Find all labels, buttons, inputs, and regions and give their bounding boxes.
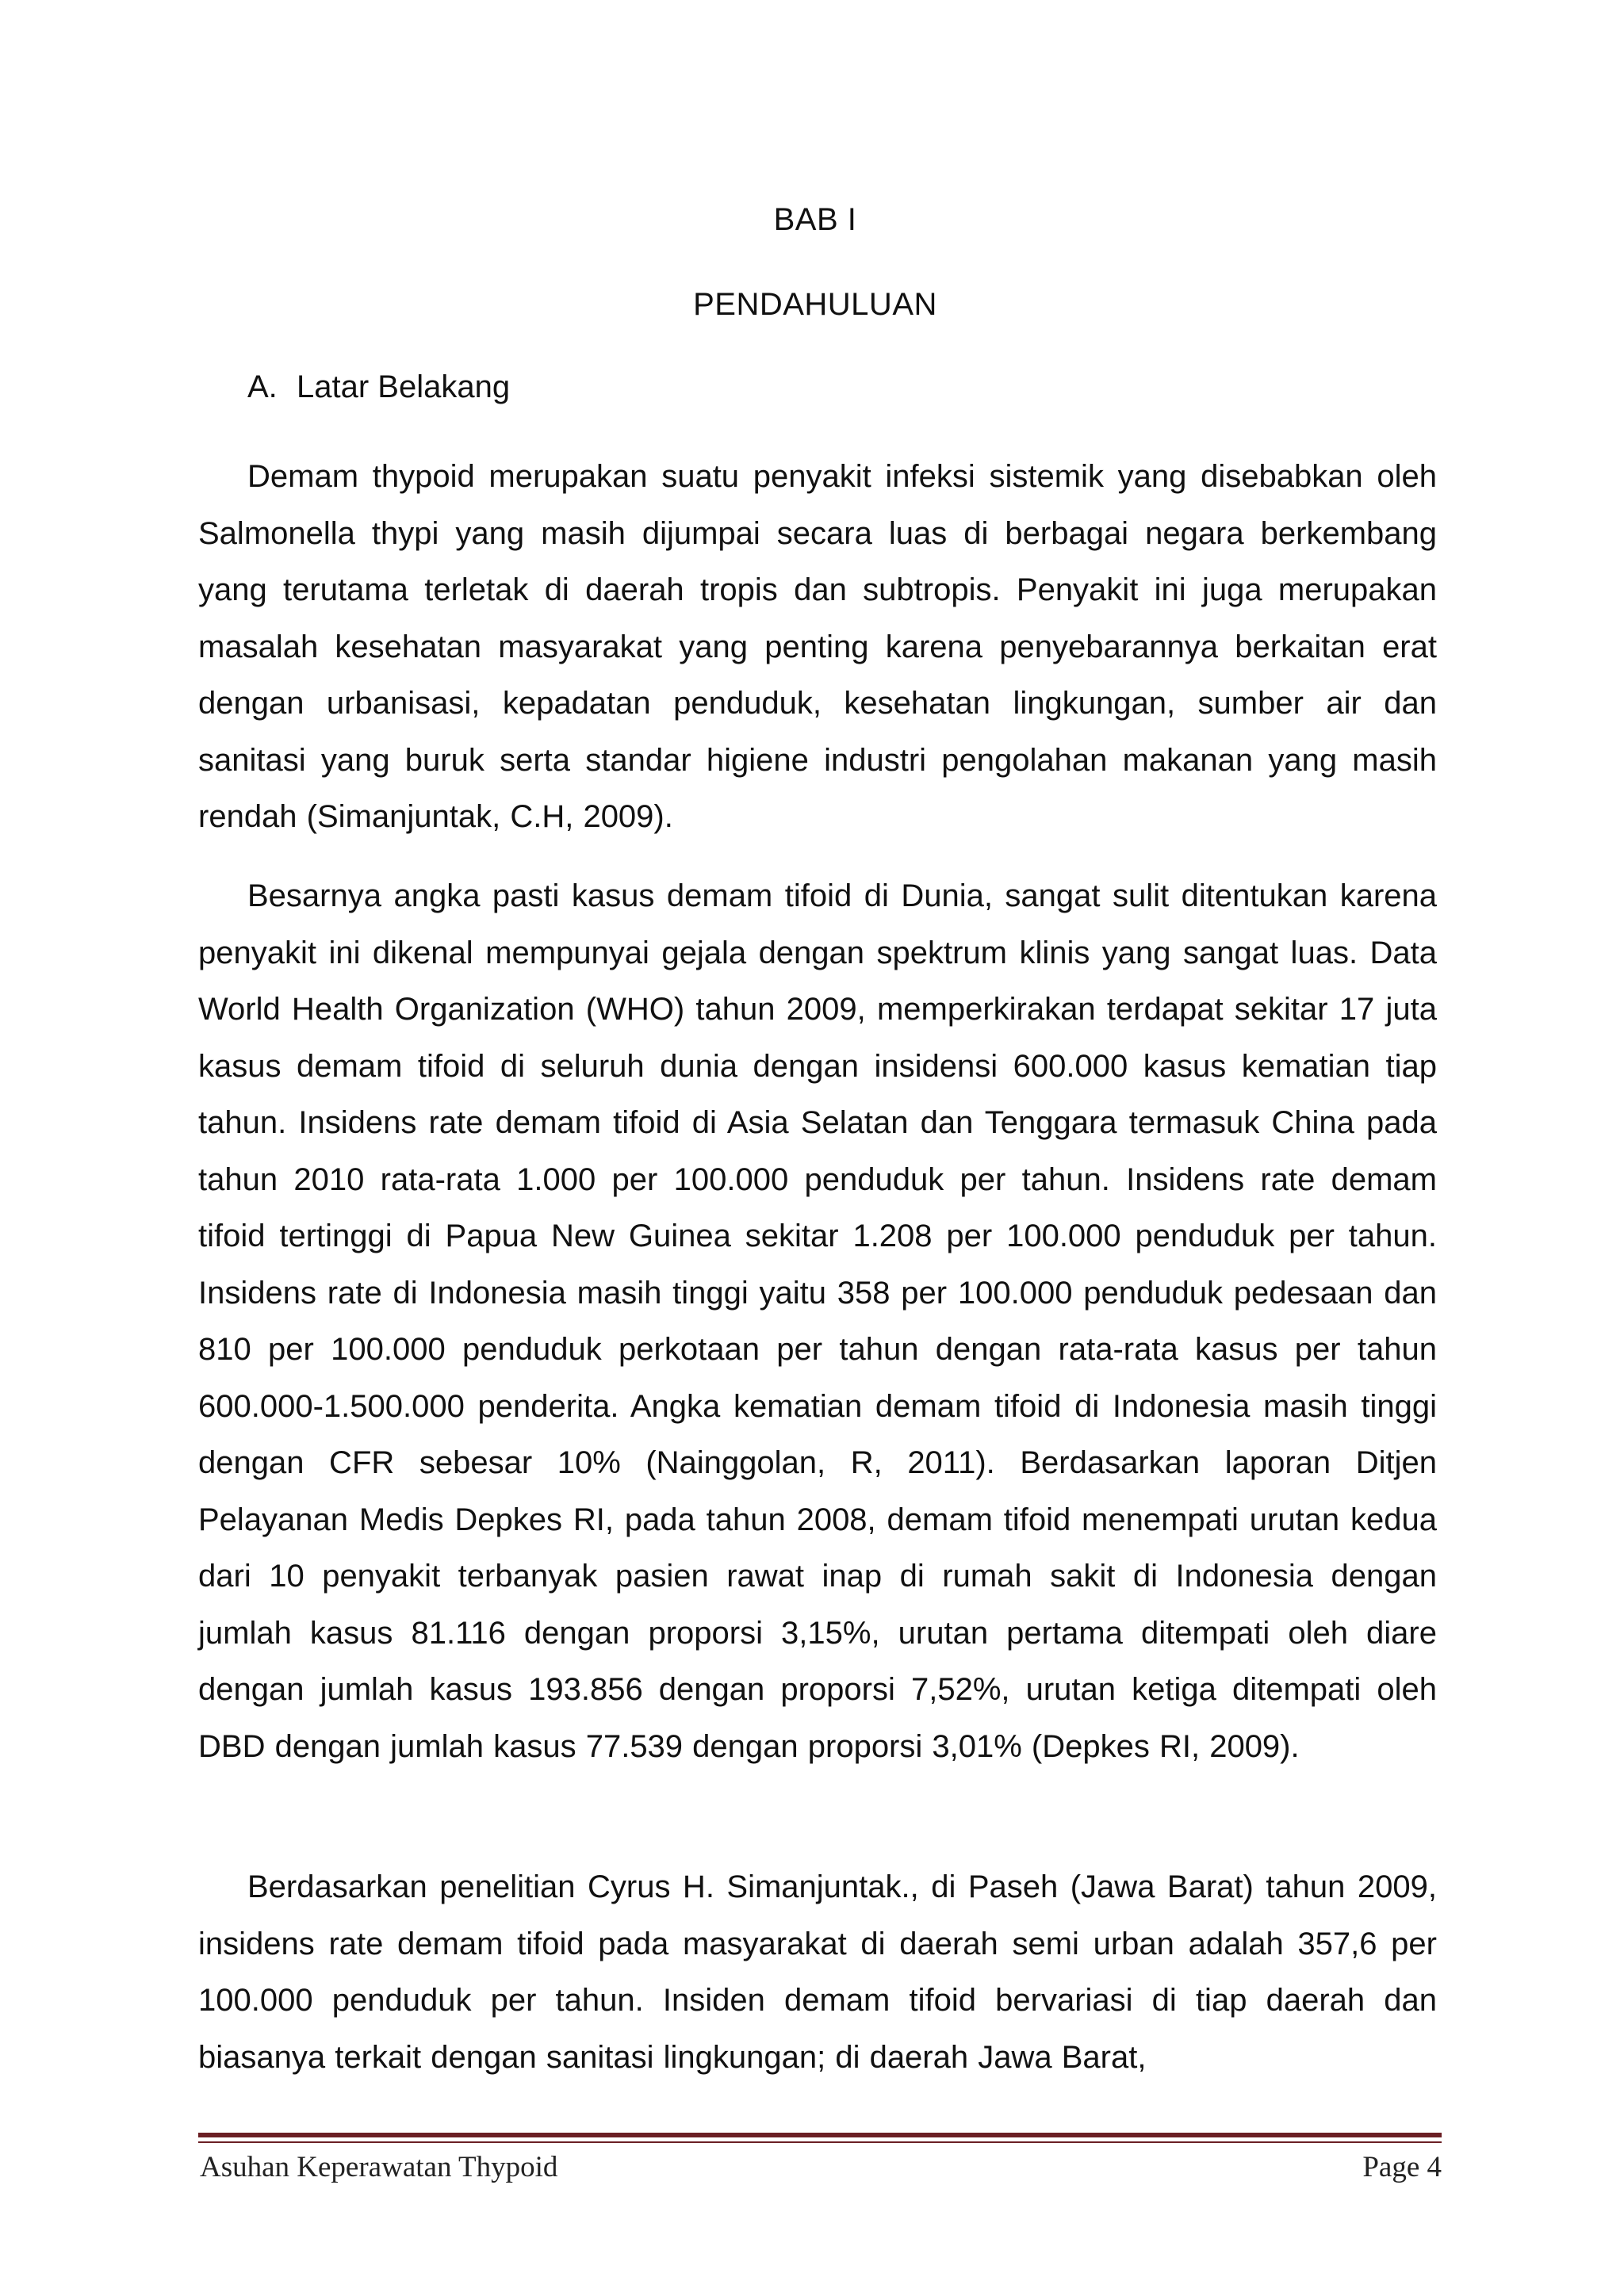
section-title: Latar Belakang: [297, 369, 511, 404]
chapter-title: PENDAHULUAN: [693, 287, 937, 322]
footer-divider-thick: [198, 2133, 1442, 2137]
chapter-number: BAB I: [773, 202, 857, 237]
page-number: Page 4: [1362, 2151, 1442, 2183]
paragraph: Demam thypoid merupakan suatu penyakit infeksi sistemik yang disebabkan oleh Salmonella thypi yang masih dijumpai secara luas di berbagai negara berkembang yang terutama terletak di daerah tropis dan subtropis. Penyakit ini juga merupakan masalah kesehatan masyarakat yang penting karena penyebarannya berkaitan erat dengan urbanisasi, kepadatan penduduk, kesehatan lingkungan, sumber air dan sanitasi yang buruk serta standar higiene industri pengolahan makanan yang masih rendah (Simanjuntak, C.H, 2009).: [198, 459, 1437, 834]
section-heading: [247, 368, 510, 406]
footer-document-title: Asuhan Keperawatan Thypoid: [200, 2151, 558, 2183]
paragraph: Berdasarkan penelitian Cyrus H. Simanjuntak., di Paseh (Jawa Barat) tahun 2009, insidens rate demam tifoid pada masyarakat di daerah semi urban adalah 357,6 per 100.000 penduduk per tahun. Insiden demam tifoid bervariasi di tiap daerah dan biasanya terkait dengan sanitasi lingkungan; di daerah Jawa Barat,: [198, 1869, 1437, 2075]
footer-divider-thin: [198, 2141, 1442, 2143]
paragraph: Besarnya angka pasti kasus demam tifoid di Dunia, sangat sulit ditentukan karena penyakit ini dikenal mempunyai gejala dengan spektrum klinis yang sangat luas. Data World Health Organization (WHO) tahun 2009, memperkirakan terdapat sekitar 17 juta kasus demam tifoid di seluruh dunia dengan insidensi 600.000 kasus kematian tiap tahun. Insidens rate demam tifoid di Asia Selatan dan Tenggara termasuk China pada tahun 2010 rata-rata 1.000 per 100.000 penduduk per tahun. Insidens rate demam tifoid tertinggi di Papua New Guinea sekitar 1.208 per 100.000 penduduk per tahun. Insidens rate di Indonesia masih tinggi yaitu 358 per 100.000 penduduk pedesaan dan 810 per 100.000 penduduk perkotaan per tahun dengan rata-rata kasus per tahun 600.000-1.500.000 penderita. Angka kematian demam tifoid di Indonesia masih tinggi dengan CFR sebesar 10% (Nainggolan, R, 2011). Berdasarkan laporan Ditjen Pelayanan Medis Depkes RI, pada tahun 2008, demam tifoid menempati urutan kedua dari 10 penyakit terbanyak pasien rawat inap di rumah sakit di Indonesia dengan jumlah kasus 81.116 dengan proporsi 3,15%, urutan pertama ditempati oleh diare dengan jumlah kasus 193.856 dengan proporsi 7,52%, urutan ketiga ditempati oleh DBD dengan jumlah kasus 77.539 dengan proporsi 3,01% (Depkes RI, 2009).: [198, 878, 1437, 1764]
section-number: A.: [247, 369, 278, 404]
